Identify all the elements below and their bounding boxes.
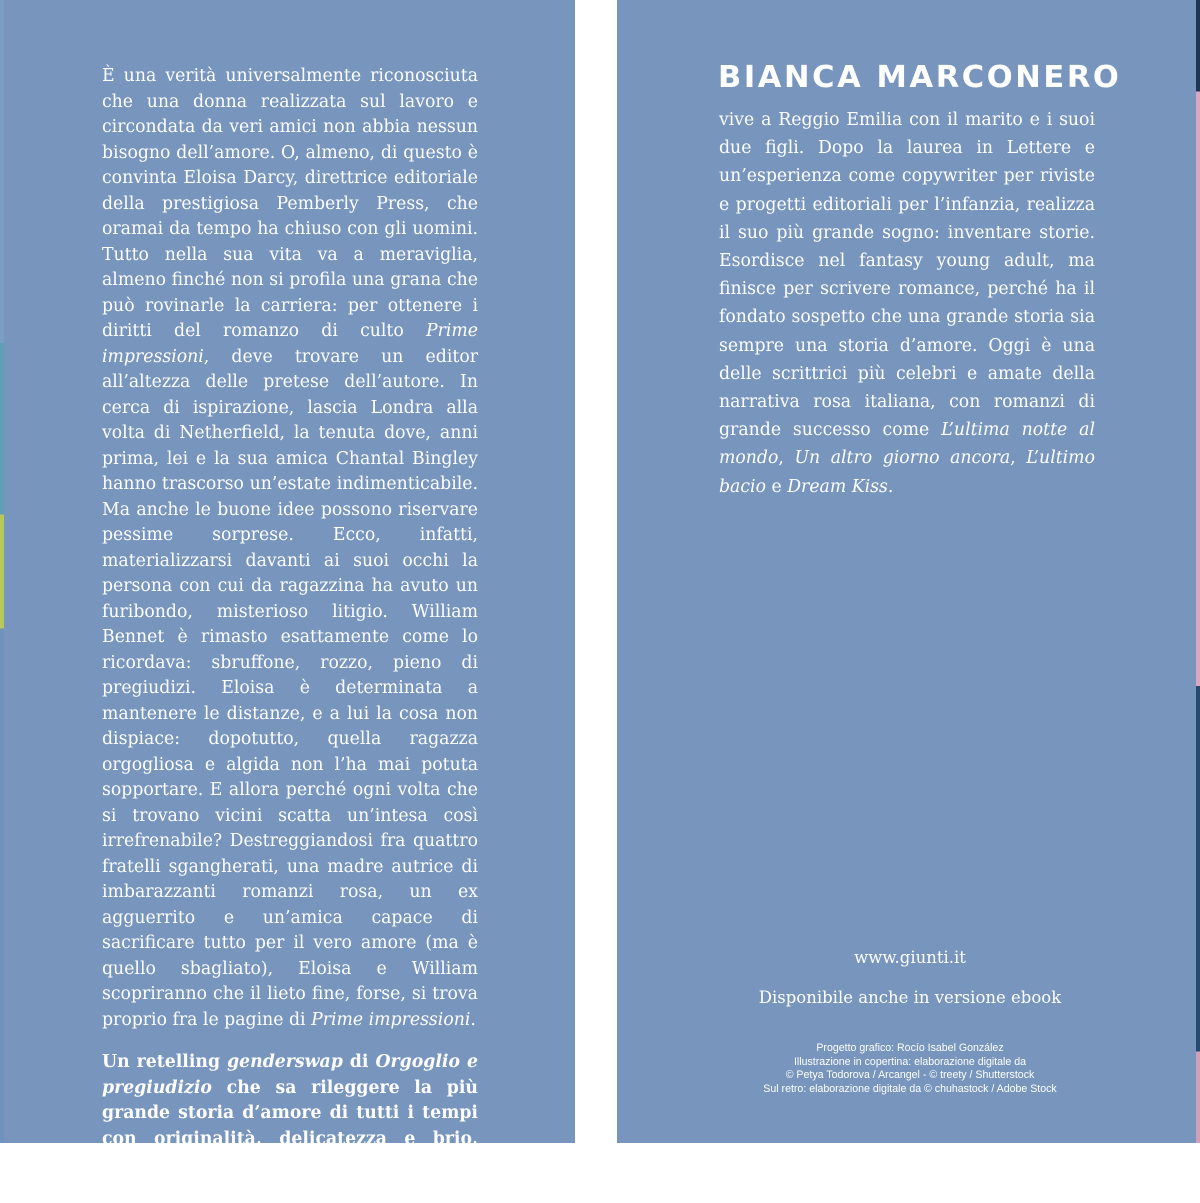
book-title: L’ultima notte al mondo	[719, 420, 1095, 469]
blurb-tagline	[102, 1050, 478, 1203]
credit-line: © Petya Todorova / Arcangel - © treety / Shutterstock	[785, 1069, 1035, 1081]
ebook-note: Disponibile anche in versione ebook	[758, 988, 1062, 1007]
book-title: Prime impressioni	[102, 321, 478, 367]
blurb-text: .	[470, 1009, 476, 1030]
publisher-website: www.giunti.it	[854, 948, 966, 967]
bio-text: vive a Reggio Emilia con il marito e i suoi due figli. Dopo la laurea in Lettere e un’esperienza come copywriter per riviste e progetti editoriali per l’infanzia, realizza il suo più grande sogno: inventare storie. Esordisce nel fantasy young adult, ma finisce per scrivere romance, perché ha il fondato sospetto che una grande storia sia sempre una storia d’amore. Oggi è una delle scrittrici più celebri e amate della narrativa rosa italiana, con romanzi di grande successo come	[719, 110, 1095, 441]
credit-line: Progetto grafico: Rocío Isabel González	[816, 1042, 1004, 1054]
bio-separator: e	[765, 476, 788, 497]
book-title: Dream Kiss.	[787, 476, 894, 497]
back-cover-blurb	[102, 64, 478, 1203]
book-title: Prime impressioni	[311, 1009, 471, 1030]
blurb-text: , deve trovare un editor all’altezza delle pretese dell’autore. In cerca di ispirazione, lascia Londra alla volta di Netherfield, la tenuta dove, anni prima, lei e la sua amica Chantal Bingley hanno trascorso un’estate indimenticabile. Ma anche le buone idee possono riservare pessime sorprese. Ecco, infatti, materializzarsi davanti ai suoi occhi la persona con cui da ragazzina ha avuto un furibondo, misterioso litigio. William Bennet è rimasto esattamente come lo ricordava: sbruffone, rozzo, pieno di pregiudizi. Eloisa è determinata a mantenere le distanze, e a lui la cosa non dispiace: dopotutto, quella ragazza orgogliosa e algida non l’ha mai potuta sopportare. E allora perché ogni volta che si trovano vicini scatta un’intesa così irrefrenabile? Destreggiandosi fra quattro fratelli sgangherati, una madre autrice di imbarazzanti romanzi rosa, un ex agguerrito e un’amica capace di sacrificare tutto per il vero amore (ma è quello sbagliato), Eloisa e William scopriranno che il lieto fine, forse, si trova proprio fra le pagine di	[102, 346, 478, 1030]
tagline-text: che sa rileggere la più grande storia d’amore di tutti i tempi con originalità, delicatezza e brio, senza però tradirne lo spirito immortale.	[102, 1077, 478, 1200]
blurb-text: È una verità universalmente riconosciuta che una donna realizzata sul lavoro e circondata da veri amici non abbia nessun bisogno dell’amore. O, almeno, di questo è convinta Eloisa Darcy, direttrice editoriale della prestigiosa Pemberly Press, che oramai da tempo ha chiuso con gli uomini. Tutto nella sua vita va a meraviglia, almeno finché non si profila una grana che può rovinarle la carriera: per ottenere i diritti del romanzo di culto	[102, 66, 478, 341]
bio-separator: ,	[778, 448, 795, 469]
blurb-paragraph	[102, 64, 478, 1033]
author-bio	[719, 106, 1095, 501]
bio-separator: ,	[1010, 448, 1027, 469]
book-title: L’ultimo bacio	[719, 448, 1095, 497]
cover-edge-strip-right	[1196, 0, 1200, 1143]
tagline-text: Un retelling	[102, 1052, 228, 1072]
tagline-emphasis: genderswap	[227, 1052, 343, 1072]
tagline-text: di	[342, 1052, 376, 1072]
author-flap-panel	[617, 0, 1196, 1143]
credits-block	[617, 1042, 1200, 1096]
credit-line: Sul retro: elaborazione digitale da © chuhastock / Adobe Stock	[763, 1082, 1057, 1095]
author-name: BIANCA MARCONERO	[718, 60, 1122, 95]
classic-title: Orgoglio e pregiudizio	[102, 1052, 478, 1098]
credit-line: Illustrazione in copertina: elaborazione digitale da	[793, 1055, 1027, 1068]
back-cover-panel	[4, 0, 575, 1200]
book-title: Un altro giorno ancora	[794, 448, 1011, 469]
